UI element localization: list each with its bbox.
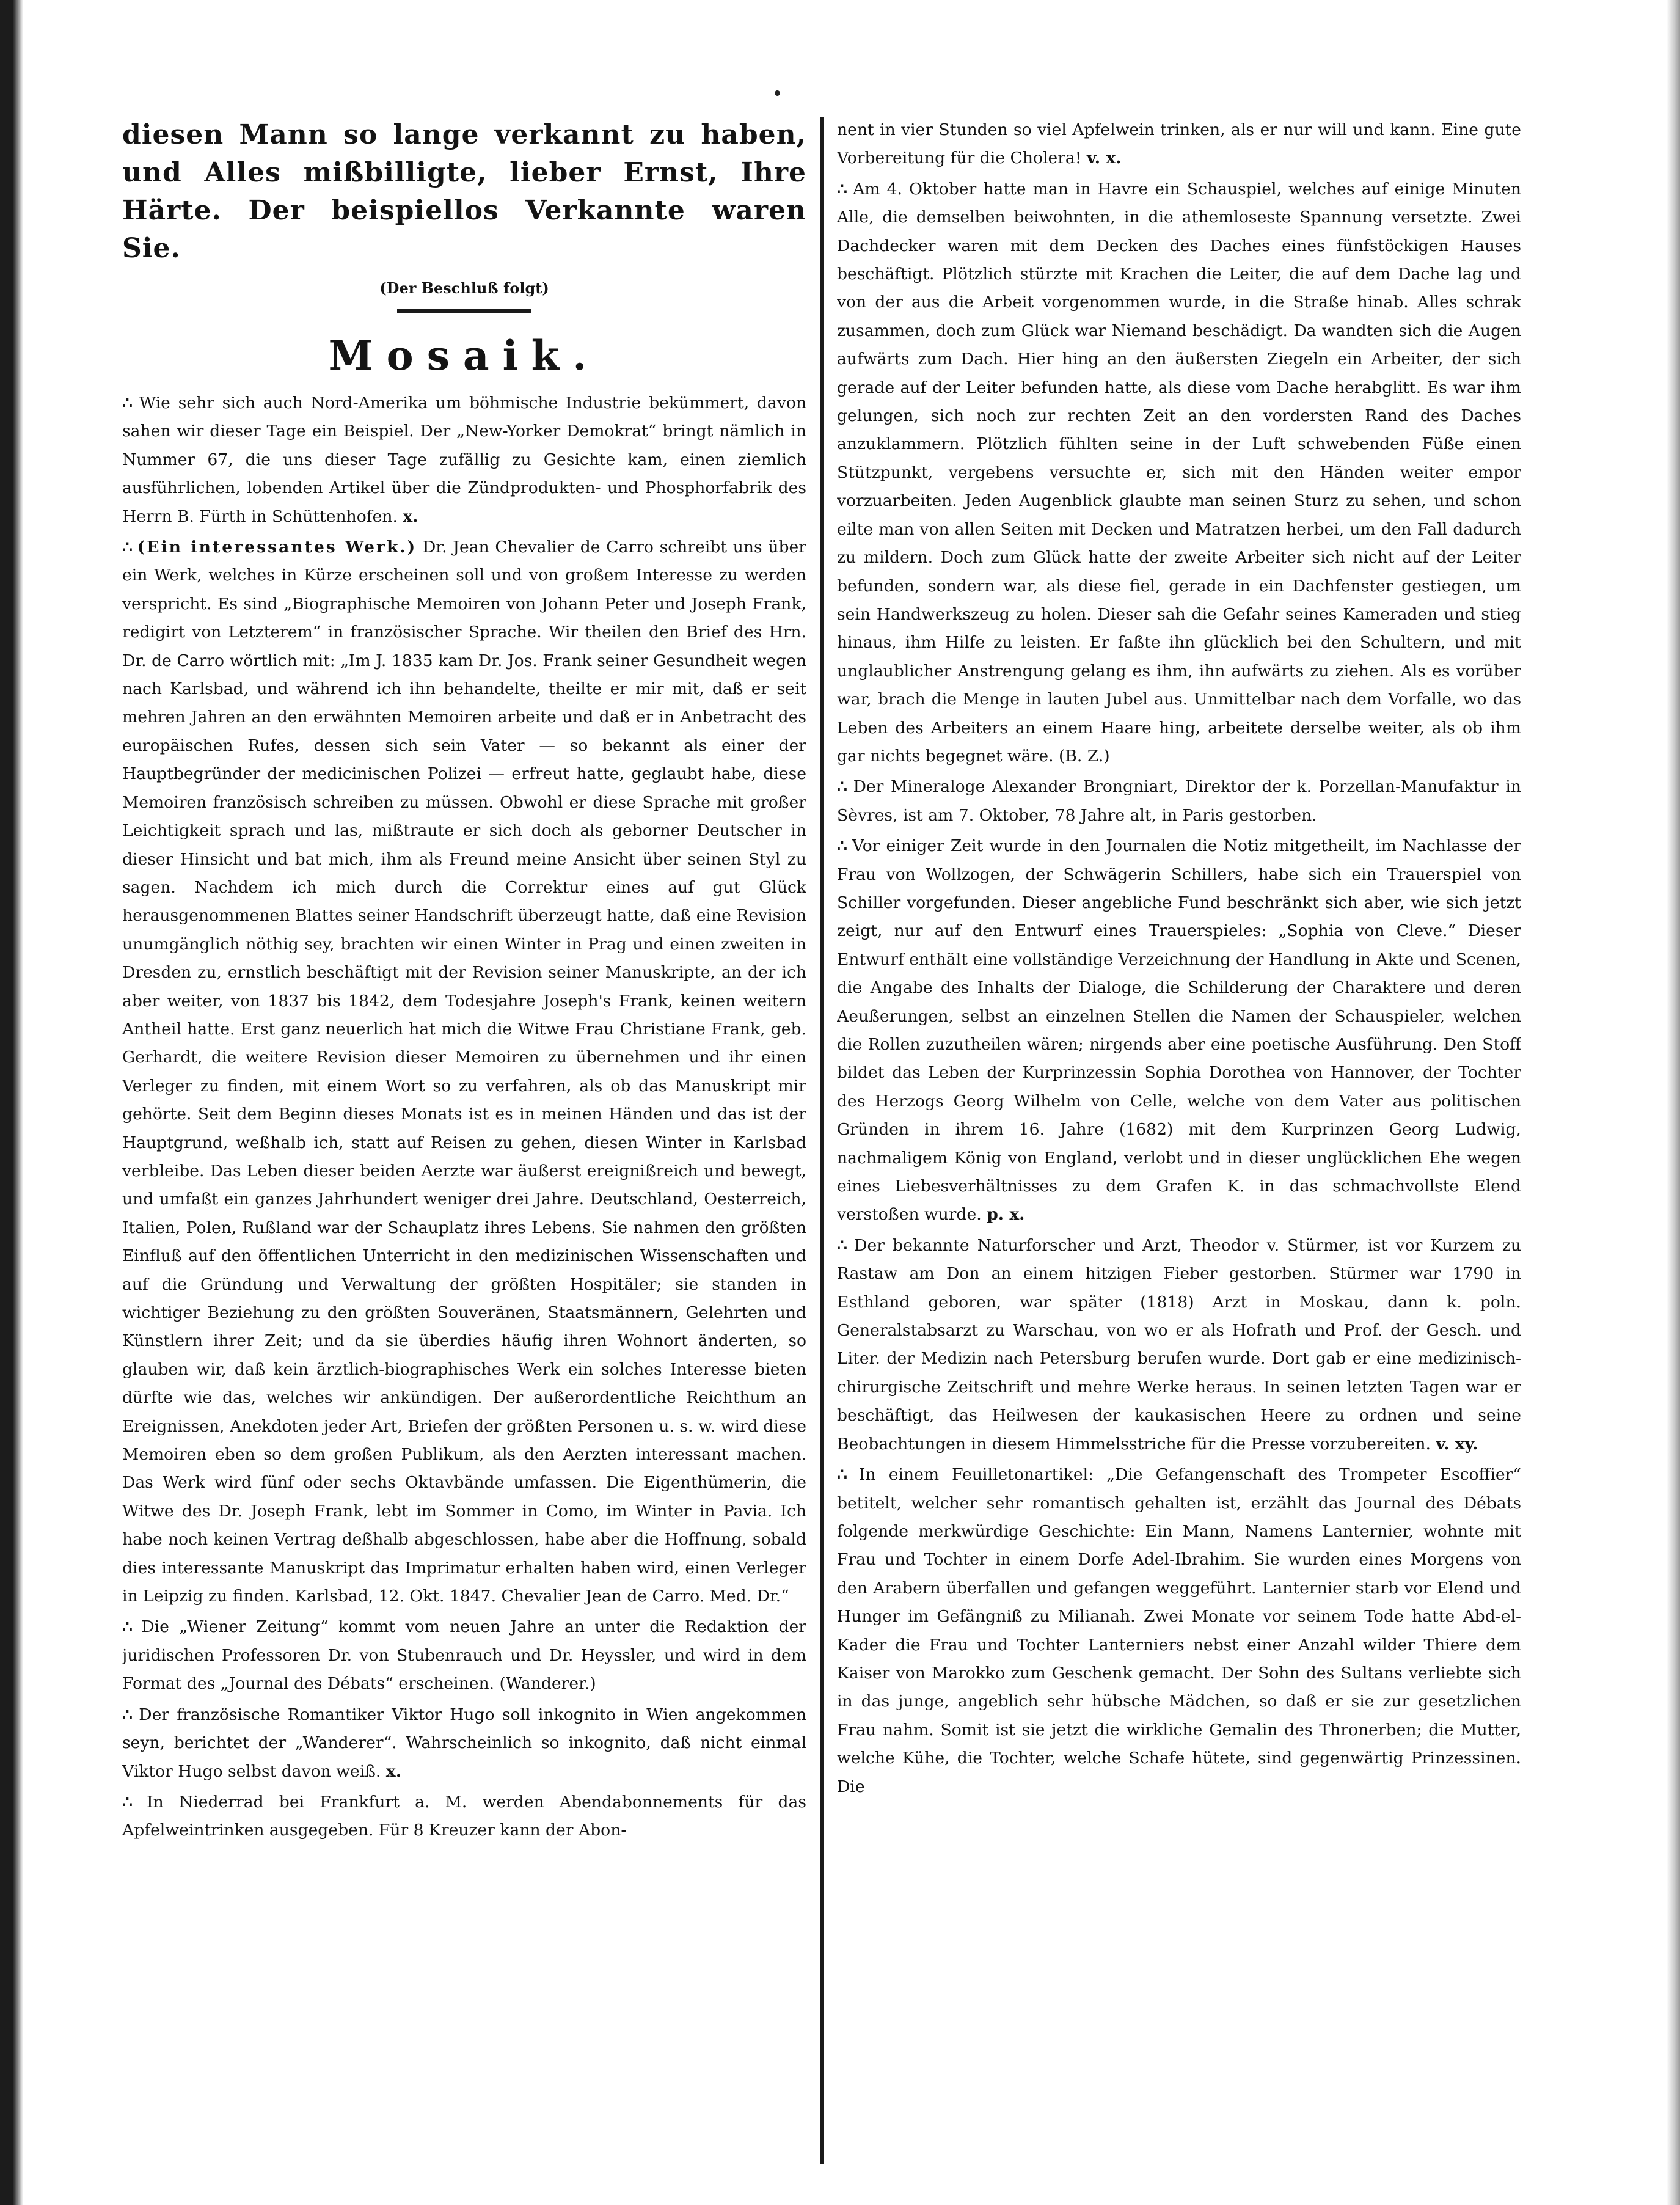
item-mark: ∴: [122, 538, 131, 557]
item-text: Vor einiger Zeit wurde in den Journalen die Notiz mitgetheilt, im Nachlasse der Frau von Wollzogen, der Schwägerin Schillers, habe sich ein Trauerspiel von Schiller vorgefunden. Dieser angebliche Fund beschränkt sich aber, wie sich jetzt zeigt, nur auf den Entwurf eines Trauerspieles: „Sophia von Cleve.“ Dieser Entwurf enthält eine vollständige Verzeichnung der Handlung in Akte und Scenen, die Angabe des Inhalts der Dialoge, die Schilderung der Charaktere und deren Aeußerungen, selbst an einzelnen Stellen die Namen der Schauspieler, welchen die Rollen zuzutheilen wären; nirgends aber eine poetische Ausführung. Den Stoff bildet das Leben der Kurprinzessin Sophia Dorothea von Hannover, der Tochter des Herzogs Georg Wilhelm von Celle, welche von dem Vater aus politischen Gründen in ihrem 16. Jahre (1682) mit dem Kurprinzen Georg Ludwig, nachmaligem König von England, verlobt und in dieser unglücklichen Ehe wegen eines Liebesverhältnisses zu dem Grafen K. in das schmachvollste Elend verstoßen wurde.: [837, 836, 1521, 1224]
section-rule: [397, 309, 531, 313]
continued-note: (Der Beschluß folgt): [379, 279, 549, 297]
item-mark: ∴: [122, 393, 131, 412]
item-mark: ∴: [837, 1235, 846, 1255]
item-text: Der bekannte Naturforscher und Arzt, Theodor v. Stürmer, ist vor Kurzem zu Rastaw am Don an einem hitzigen Fieber gestorben. Stürmer war 1790 in Esthland geboren, war später (1818) Arzt in Moskau, dann k. poln. Generalstabsarzt zu Warschau, von wo er als Hofrath und Prof. der Gesch. und Liter. der Medizin nach Petersburg berufen wurde. Dort gab er eine medizinisch-chirurgische Zeitschrift und mehre Werke heraus. In seinen letzten Tagen war er beschäftigt, das Heilwesen der kaukasischen Heere zu ordnen und seine Beobachtungen in diesem Himmelsstriche für die Presse vorzubereiten.: [837, 1235, 1521, 1454]
item-text: nent in vier Stunden so viel Apfelwein trinken, als er nur will und kann. Eine gute Vorbereitung für die Cholera!: [837, 120, 1521, 168]
article-item: [122, 533, 806, 1611]
item-signature: v. xy.: [1436, 1434, 1478, 1454]
print-dot: [775, 90, 780, 96]
item-signature: v. x.: [1086, 148, 1122, 168]
article-item: [122, 1613, 806, 1698]
item-signature: x.: [403, 506, 418, 526]
item-text: In einem Feuilletonartikel: „Die Gefangenschaft des Trompeter Escoffier“ betitelt, welcher sehr romantisch gehalten ist, erzählt das Journal des Débats folgende merkwürdige Geschichte: Ein Mann, Namens Lanternier, wohnte mit Frau und Tochter in einem Dorfe Adel-Ibrahim. Sie wurden eines Morgens von den Arabern überfallen und gefangen weggeführt. Lanternier starb vor Elend und Hunger im Gefängniß zu Milianah. Zwei Monate vor seinem Tode hatte Abd-el-Kader die Frau und Tochter Lanterniers nebst einer Anzahl wilder Thiere dem Kaiser von Marokko zum Geschenk gemacht. Der Sohn des Sultans verliebte sich in das junge, angeblich sehr hübsche Mädchen, so daß er sie zur gesetzlichen Frau nahm. Somit ist sie jetzt die wirkliche Gemalin des Thronerben; die Mutter, welche Kühe, die Tochter, welche Schafe hütete, sind gegenwärtig Prinzessinen. Die: [837, 1465, 1521, 1796]
item-mark: ∴: [122, 1705, 131, 1724]
story-end: diesen Mann so lange verkannt zu haben, und Alles mißbilligte, lieber Ernst, Ihre Härte. Der beispiellos Verkannte waren Sie.: [122, 119, 806, 264]
scan-edge-left: [0, 0, 23, 2205]
item-text: Dr. Jean Chevalier de Carro schreibt uns über ein Werk, welches in Kürze erscheinen soll und von großem Interesse zu werden verspricht. Es sind „Biographische Memoiren von Johann Peter und Joseph Frank, redigirt von Letzterem“ in französischer Sprache. Wir theilen den Brief des Hrn. Dr. de Carro wörtlich mit: „Im J. 1835 kam Dr. Jos. Frank seiner Gesundheit wegen nach Karlsbad, und während ich ihn behandelte, theilte er mir mit, daß er seit mehren Jahren an den erwähnten Memoiren arbeite und daß er in Anbetracht des europäischen Rufes, dessen sich sein Vater — so bekannt als einer der Hauptbegründer der medicinischen Polizei — erfreut hatte, geglaubt habe, diese Memoiren französisch schreiben zu müssen. Obwohl er diese Sprache mit großer Leichtigkeit sprach und las, mißtraute er sich doch als geborner Deutscher in dieser Hinsicht und bat mich, ihm als Freund meine Ansicht über seinen Styl zu sagen. Nachdem ich mich durch die Correktur eines auf gut Glück herausgenommenen Blattes seiner Handschrift überzeugt hatte, daß eine Revision unumgänglich nöthig sey, brachten wir einen Winter in Prag und einen zweiten in Dresden zu, ernstlich beschäftigt mit der Revision seiner Manuskripte, an der ich aber weiter, von 1837 bis 1842, dem Todesjahre Joseph's Frank, keinen weitern Antheil hatte. Erst ganz neuerlich hat mich die Witwe Frau Christiane Frank, geb. Gerhardt, die weitere Revision dieser Memoiren zu übernehmen und ihr einen Verleger zu finden, mit einem Wort so zu verfahren, als ob das Manuskript mir gehörte. Seit dem Beginn dieses Monats ist es in meinen Händen und das ist der Hauptgrund, weßhalb ich, statt auf Reisen zu gehen, diesen Winter in Karlsbad verbleibe. Das Leben dieser beiden Aerzte war äußerst ereignißreich und bewegt, und umfaßt ein ganzes Jahrhundert weniger drei Jahre. Deutschland, Oesterreich, Italien, Polen, Rußland war der Schauplatz ihres Lebens. Sie nahmen den größten Einfluß auf den öffentlichen Unterricht in den medizinischen Wissenschaften und auf die Gründung und Verwaltung der größten Hospitäler; sie standen in wichtiger Beziehung zu den größten Souveränen, Staatsmännern, Gelehrten und Künstlern ihrer Zeit; und da sie überdies häufig ihren Wohnort änderten, so glauben wir, daß kein ärztlich-biographisches Werk ein solches Interesse bieten dürfte wie das, welches wir ankündigen. Der außerordentliche Reichthum an Ereignissen, Anekdoten jeder Art, Briefen der größten Personen u. s. w. wird diese Memoiren eben so dem großen Publikum, als den Aerzten interessant machen. Das Werk wird fünf oder sechs Oktavbände umfassen. Die Eigenthümerin, die Witwe des Dr. Joseph Frank, lebt im Sommer in Como, im Winter in Pavia. Ich habe noch keinen Vertrag deßhalb abgeschlossen, habe aber die Hoffnung, sobald dies interessante Manuskript das Imprimatur erhalten haben wird, einen Verleger in Leipzig zu finden. Karlsbad, 12. Okt. 1847. Chevalier Jean de Carro. Med. Dr.“: [122, 538, 806, 1606]
article-item: [837, 1461, 1521, 1801]
item-mark: ∴: [837, 1465, 846, 1485]
item-mark: ∴: [837, 777, 846, 797]
section-heading: Mosaik.: [328, 332, 601, 379]
item-mark: ∴: [837, 836, 846, 856]
scan-edge-right: [1667, 0, 1680, 2205]
column-divider: [820, 117, 824, 2164]
article-item: [837, 175, 1521, 771]
article-item: [122, 1788, 806, 1845]
article-item: [837, 773, 1521, 830]
right-column: [837, 116, 1521, 2169]
item-text: Die „Wiener Zeitung“ kommt vom neuen Jahre an unter die Redaktion der juridischen Professoren Dr. von Stubenrauch und Dr. Heyssler, und wird in dem Format des „Journal des Débats“ erscheinen. (Wanderer.): [122, 1617, 806, 1694]
article-item: [837, 1232, 1521, 1458]
left-column: [122, 116, 806, 2169]
article-item: [837, 832, 1521, 1229]
item-signature: x.: [385, 1761, 402, 1781]
item-mark: ∴: [122, 1617, 131, 1637]
item-text: Am 4. Oktober hatte man in Havre ein Schauspiel, welches auf einige Minuten Alle, die demselben beiwohnten, in die athemloseste Spannung versetzte. Zwei Dachdecker waren mit dem Decken des Daches eines fünfstöckigen Hauses beschäftigt. Plötzlich stürzte mit Krachen die Leiter, die auf dem Dache lag und von der aus die Arbeit vorgenommen wurde, in die Straße hinab. Alles schrak zusammen, doch zum Glück war Niemand beschädigt. Da wandten sich die Augen aufwärts zum Dach. Hier hing an den äußersten Ziegeln ein Arbeiter, der sich gerade auf der Leiter befunden hatte, als diese vom Dache herabglitt. Es war ihm gelungen, sich noch zur rechten Zeit an den vordersten Rand des Daches anzuklammern. Plötzlich fühlten seine in der Luft schwebenden Füße einen Stützpunkt, vergebens versuchte er, sich mit den Händen weiter empor vorzuarbeiten. Jeden Augenblick glaubte man seinen Sturz zu sehen, und schon eilte man von allen Seiten mit Decken und Matratzen herbei, um den Fall dadurch zu mildern. Doch zum Glück hatte der zweite Arbeiter sich nicht auf der Leiter befunden, sondern war, als diese fiel, gerade in ein Dachfenster gestiegen, um sein Handwerkszeug zu holen. Dieser sah die Gefahr seines Kameraden und stieg hinaus, ihm Hilfe zu leisten. Er faßte ihn glücklich bei den Schultern, und mit unglaublicher Anstrengung gelang es ihm, ihn aufwärts zu ziehen. Als es vorüber war, brach die Menge in lauten Jubel aus. Unmittelbar nach dem Vorfalle, wo das Leben des Arbeiters an einem Haare hing, arbeitete derselbe weiter, als ob ihm gar nichts begegnet wäre. (B. Z.): [837, 179, 1521, 766]
item-text: Der französische Romantiker Viktor Hugo soll inkognito in Wien angekommen seyn, berichtet der „Wanderer“. Wahrscheinlich so inkognito, daß nicht einmal Viktor Hugo selbst davon weiß.: [122, 1705, 806, 1781]
article-item: [122, 1701, 806, 1786]
item-mark: ∴: [122, 1792, 131, 1812]
article-item: [837, 116, 1521, 173]
item-mark: ∴: [837, 179, 846, 199]
article-item: [122, 389, 806, 531]
item-headline: (Ein interessantes Werk.): [137, 538, 417, 557]
item-signature: p. x.: [987, 1205, 1025, 1224]
item-text: In Niederrad bei Frankfurt a. M. werden Abendabonnements für das Apfelweintrinken ausgegeben. Für 8 Kreuzer kann der Abon-: [122, 1792, 806, 1840]
item-text: Der Mineraloge Alexander Brongniart, Direktor der k. Porzellan-Manufaktur in Sèvres, ist am 7. Oktober, 78 Jahre alt, in Paris gestorben.: [837, 777, 1521, 825]
item-text: Wie sehr sich auch Nord-Amerika um böhmische Industrie bekümmert, davon sahen wir dieser Tage ein Beispiel. Der „New-Yorker Demokrat“ bringt nämlich in Nummer 67, die uns dieser Tage zufällig zu Gesichte kam, einen ziemlich ausführlichen, lobenden Artikel über die Zündprodukten- und Phosphorfabrik des Herrn B. Fürth in Schüttenhofen.: [122, 393, 806, 526]
